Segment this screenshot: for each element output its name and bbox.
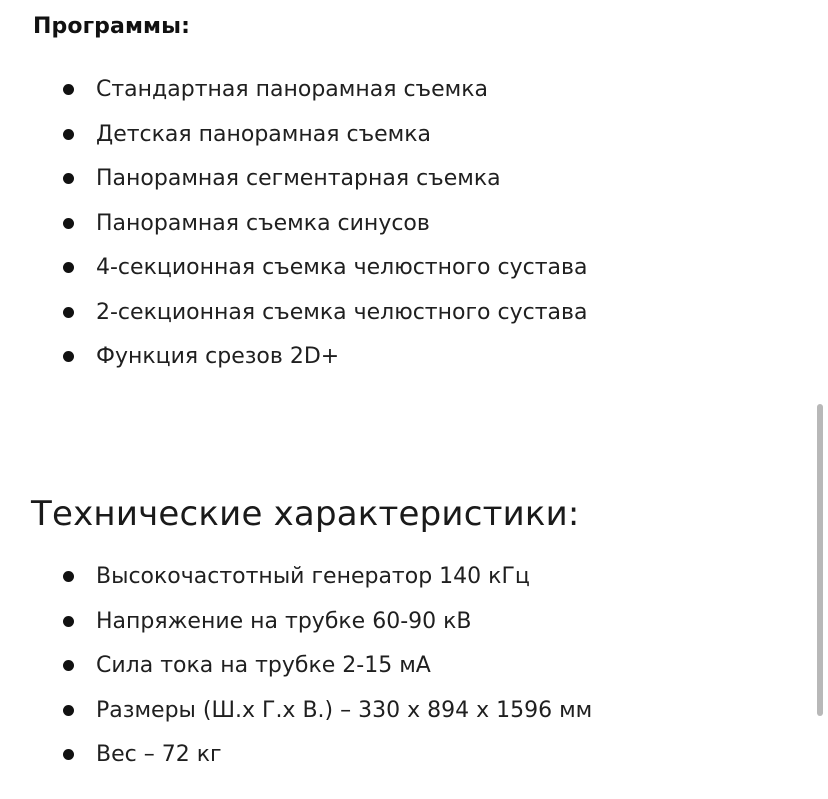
bullet-icon: [63, 571, 74, 582]
list-item: [0, 117, 587, 162]
list-item: [0, 161, 587, 206]
list-item: [0, 250, 587, 295]
list-item-text: Панорамная съемка синусов: [96, 210, 430, 236]
bullet-icon: [63, 660, 74, 671]
list-item: [0, 339, 587, 384]
bullet-icon: [63, 84, 74, 95]
bullet-icon: [63, 262, 74, 273]
bullet-icon: [63, 616, 74, 627]
list-item-text: Напряжение на трубке 60-90 кВ: [96, 608, 472, 634]
list-item: [0, 206, 587, 251]
bullet-icon: [63, 705, 74, 716]
list-item: [0, 737, 592, 782]
list-item-text: Детская панорамная съемка: [96, 121, 432, 147]
list-item-text: Функция срезов 2D+: [96, 344, 340, 369]
list-item-text: 4-секционная съемка челюстного сустава: [96, 255, 588, 280]
list-item-text: Размеры (Ш.х Г.х В.) – 330 х 894 х 1596 мм: [96, 697, 593, 723]
scrollbar-thumb[interactable]: [817, 404, 823, 716]
list-item: [0, 693, 592, 738]
list-item: [0, 648, 592, 693]
specs-list: [0, 559, 592, 782]
list-item: [0, 604, 592, 649]
list-item: [0, 72, 587, 117]
bullet-icon: [63, 173, 74, 184]
programs-heading: Программы:: [33, 14, 191, 39]
list-item-text: Сила тока на трубке 2-15 мА: [96, 653, 431, 678]
specs-heading: Технические характеристики:: [31, 494, 580, 534]
list-item-text: Стандартная панорамная съемка: [96, 77, 488, 102]
list-item-text: 2-секционная съемка челюстного сустава: [96, 299, 588, 325]
bullet-icon: [63, 351, 74, 362]
bullet-icon: [63, 218, 74, 229]
bullet-icon: [63, 307, 74, 318]
list-item-text: Вес – 72 кг: [96, 742, 222, 767]
bullet-icon: [63, 129, 74, 140]
programs-list: [0, 72, 587, 384]
list-item-text: Высокочастотный генератор 140 кГц: [96, 564, 530, 589]
list-item: [0, 559, 592, 604]
bullet-icon: [63, 749, 74, 760]
list-item-text: Панорамная сегментарная съемка: [96, 166, 501, 191]
list-item: [0, 295, 587, 340]
